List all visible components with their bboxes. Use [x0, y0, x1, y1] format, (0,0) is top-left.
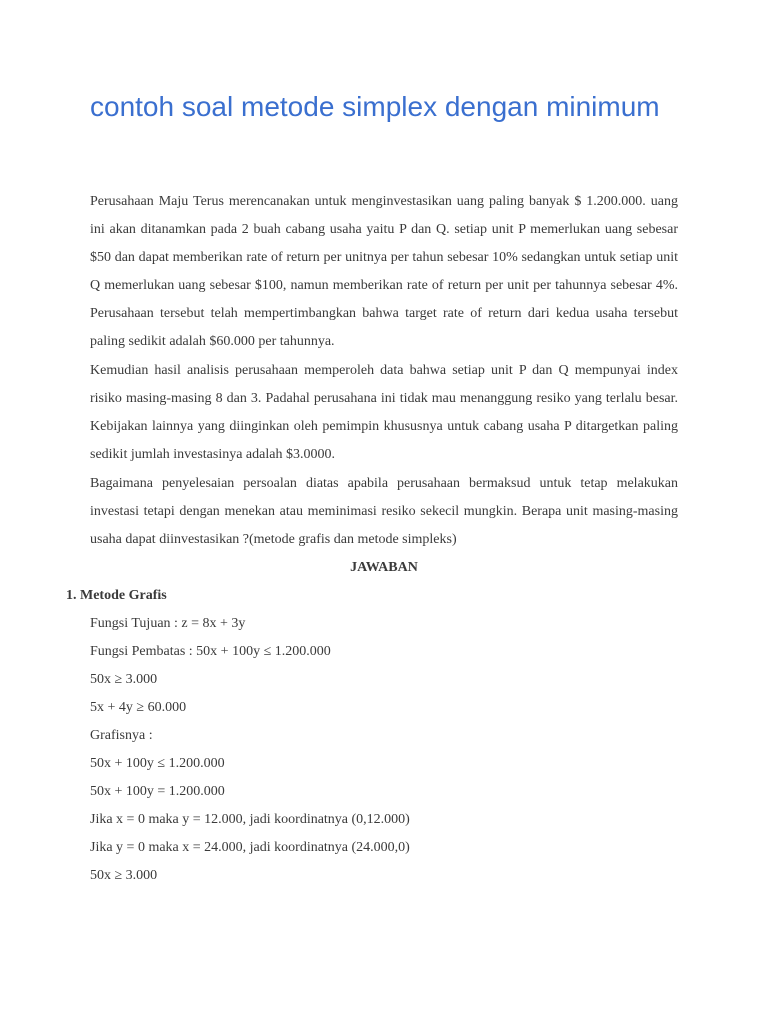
- solution-line: Fungsi Pembatas : 50x + 100y ≤ 1.200.000: [90, 644, 331, 659]
- answer-heading: JAWABAN: [350, 560, 418, 575]
- solution-line: 50x ≥ 3.000: [90, 868, 158, 883]
- solution-lines: [90, 610, 678, 890]
- solution-line: Jika x = 0 maka y = 12.000, jadi koordinatnya (0,12.000): [90, 812, 410, 827]
- solution-line: Grafisnya :: [90, 728, 153, 743]
- solution-line: 50x + 100y = 1.200.000: [90, 784, 225, 799]
- solution-line: 50x ≥ 3.000: [90, 672, 158, 687]
- problem-paragraph-1: Perusahaan Maju Terus merencanakan untuk menginvestasikan uang paling banyak $ 1.200.000. uang ini akan ditanamkan pada 2 buah cabang usaha yaitu P dan Q. setiap unit P memerlukan uang sebesar $50 dan dapat memberikan rate of return per unitnya per tahun sebesar 10% sedangkan untuk setiap unit Q memerlukan uang sebesar $100, namun memberikan rate of return per unit per tahunnya sebesar 4%. Perusahaan tersebut telah mempertimbangkan bahwa target rate of return dari kedua usaha tersebut paling sedikit adalah $60.000 per tahunnya.: [90, 194, 678, 349]
- solution-line: 50x + 100y ≤ 1.200.000: [90, 756, 225, 771]
- solution-line: Fungsi Tujuan : z = 8x + 3y: [90, 616, 246, 631]
- page-title: contoh soal metode simplex dengan minimum: [90, 91, 660, 122]
- solution-line: 5x + 4y ≥ 60.000: [90, 700, 187, 715]
- section-heading: 1. Metode Grafis: [66, 588, 167, 603]
- problem-paragraph-3: Bagaimana penyelesaian persoalan diatas apabila perusahaan bermaksud untuk tetap melakukan investasi tetapi dengan menekan atau meminimasi resiko sekecil mungkin. Berapa unit masing-masing usaha dapat diinvestasikan ?(metode grafis dan metode simpleks): [90, 476, 678, 547]
- solution-line: Jika y = 0 maka x = 24.000, jadi koordinatnya (24.000,0): [90, 840, 410, 855]
- problem-paragraph-2: Kemudian hasil analisis perusahaan memperoleh data bahwa setiap unit P dan Q mempunyai index risiko masing-masing 8 dan 3. Padahal perusahana ini tidak mau menanggung resiko yang terlalu besar. Kebijakan lainnya yang diinginkan oleh pemimpin khususnya untuk cabang usaha P ditargetkan paling sedikit jumlah investasinya adalah $3.0000.: [90, 363, 678, 462]
